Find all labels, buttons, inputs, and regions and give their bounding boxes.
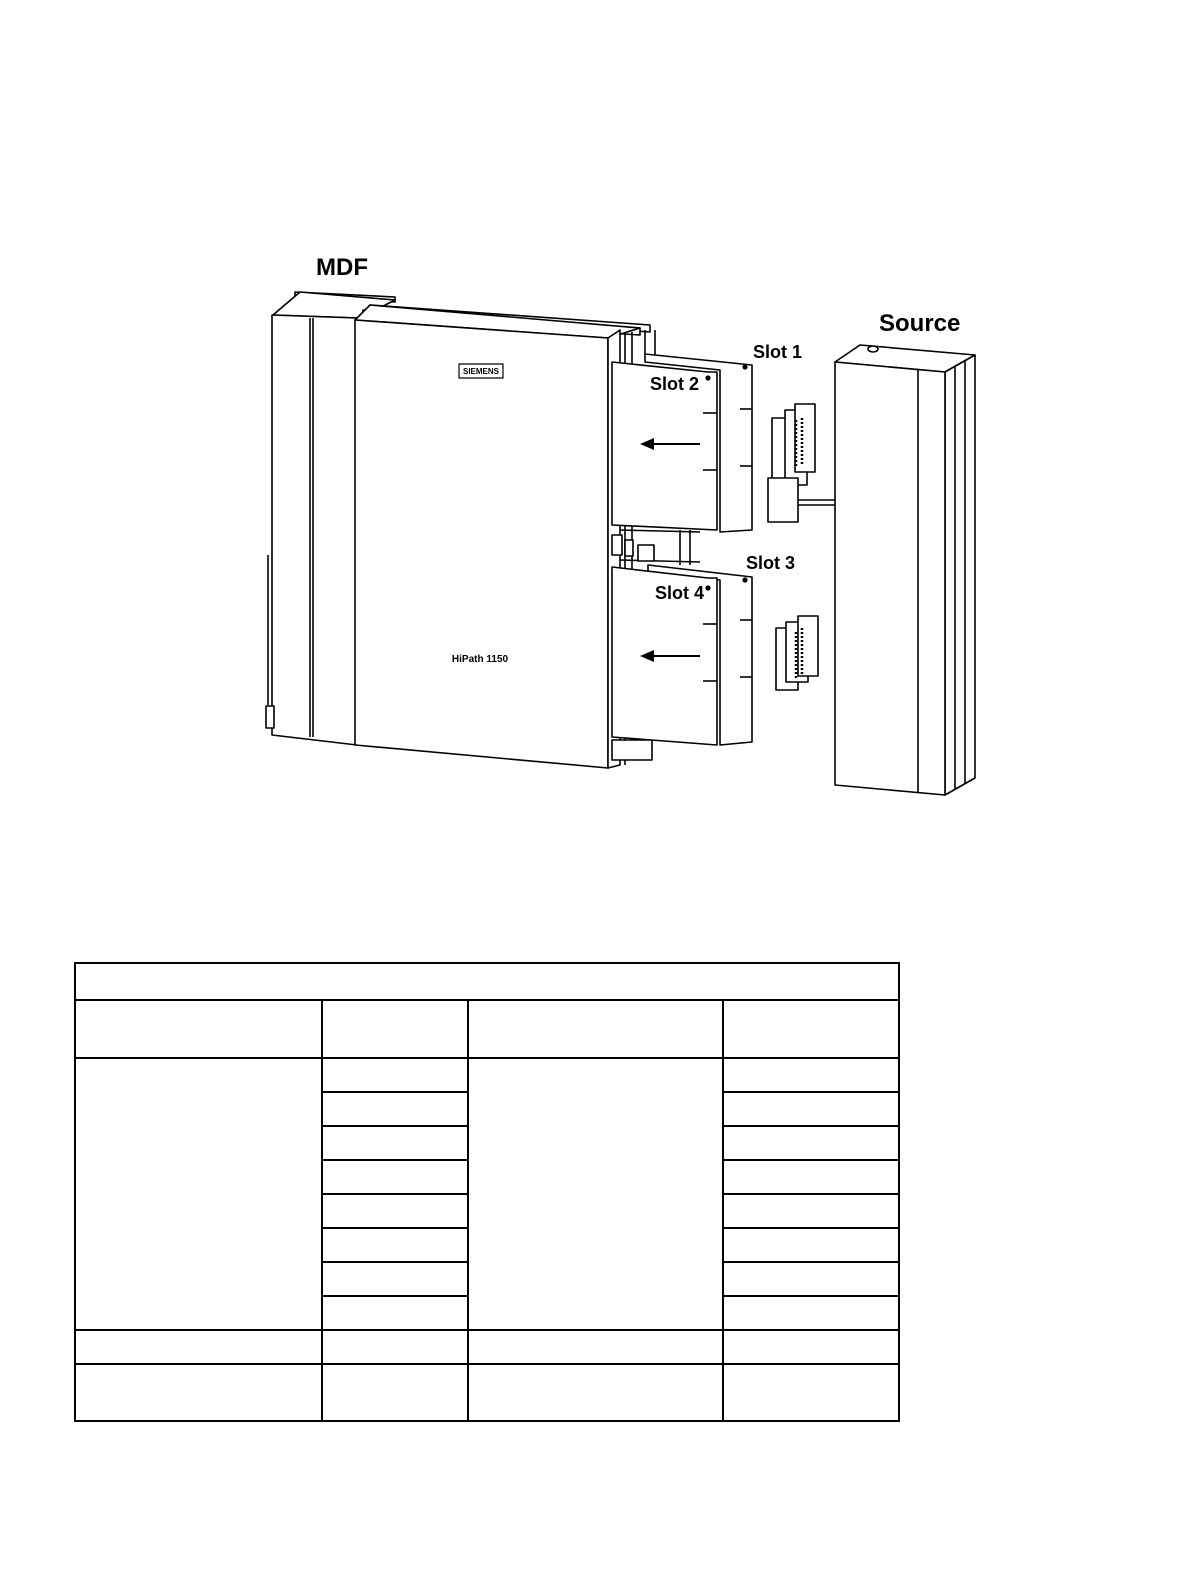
slot-2-label: Slot 2 [650,374,700,394]
table-cell [723,1092,899,1126]
table-cell [322,1364,468,1421]
table-cell [723,1228,899,1262]
table-cell [75,1000,322,1058]
upper-connector [768,404,838,522]
table-cell [468,1000,723,1058]
table-cell [75,1330,322,1364]
table-row [75,1364,899,1421]
table-cell [723,1194,899,1228]
table-cell [468,1330,723,1364]
table-cell [468,1364,723,1421]
table-cell [322,1092,468,1126]
table-cell [723,1330,899,1364]
table-cell [322,1228,468,1262]
table-row [75,1058,899,1092]
table-cell [322,1126,468,1160]
table-cell [322,1262,468,1296]
mdf-label: MDF [316,254,368,281]
slot-4-label: Slot 4 [655,583,705,603]
table-cell [322,1194,468,1228]
slot-3-label: Slot 3 [746,553,796,573]
table-title-cell [75,963,899,1000]
slot-1-label: Slot 1 [753,342,803,362]
table-cell [322,1330,468,1364]
table-cell [322,1000,468,1058]
empty-table [74,962,900,1422]
table-title-row [75,963,899,1000]
table-row [75,1330,899,1364]
table-cell [723,1160,899,1194]
table-cell [723,1000,899,1058]
source-unit [835,345,975,795]
model-label: HiPath 1150 [451,654,509,665]
table-cell [723,1126,899,1160]
table-cell [75,1058,322,1330]
source-label: Source [879,310,961,337]
siemens-brand-label: SIEMENS [462,367,500,376]
table-cell [723,1058,899,1092]
table-cell [723,1364,899,1421]
table-cell [75,1364,322,1421]
table-cell [468,1058,723,1330]
table-cell [322,1296,468,1330]
table-cell [723,1262,899,1296]
table-cell [723,1296,899,1330]
table-cell [322,1058,468,1092]
table-header-row [75,1000,899,1058]
lower-connector [776,616,818,690]
table-cell [322,1160,468,1194]
